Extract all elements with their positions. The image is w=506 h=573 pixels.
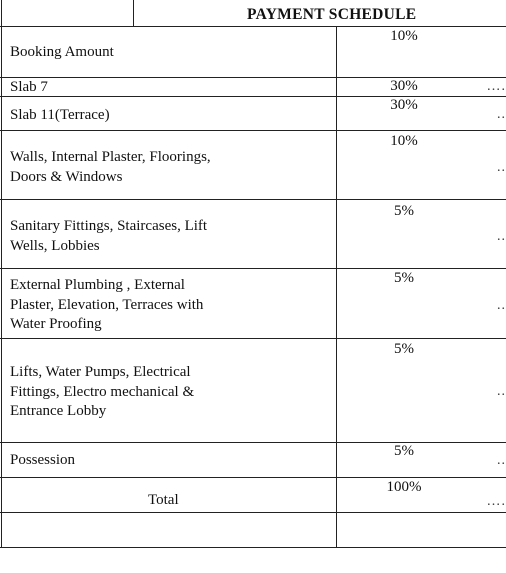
table-rule <box>0 268 506 269</box>
table-rule <box>133 0 134 27</box>
table-rule <box>0 547 506 548</box>
row-tail: .. <box>497 229 506 244</box>
total-label: Total <box>148 492 179 508</box>
row-label: Sanitary Fittings, Staircases, Lift Wells, Lobbies <box>10 218 208 254</box>
row-label: Slab 7 <box>10 79 48 95</box>
row-percent: 10% <box>390 133 418 149</box>
row-label: Possession <box>10 452 76 468</box>
table-rule <box>0 338 506 339</box>
row-label: Booking Amount <box>10 44 114 60</box>
row-percent: 5% <box>394 203 414 219</box>
table-rule <box>336 26 337 548</box>
row-label: Walls, Internal Plaster, Floorings, Doors & Windows <box>10 149 211 185</box>
row-label: Slab 11(Terrace) <box>10 107 110 123</box>
page-title: PAYMENT SCHEDULE <box>247 6 417 23</box>
row-label: External Plumbing , External Plaster, Elevation, Terraces with Water Proofing <box>10 277 204 332</box>
table-rule <box>0 26 506 27</box>
row-percent: 5% <box>394 270 414 286</box>
table-rule <box>0 130 506 131</box>
row-percent: 30% <box>390 78 418 94</box>
total-percent: 100% <box>386 479 422 495</box>
table-rule <box>1 0 2 548</box>
row-percent: 10% <box>390 28 418 44</box>
row-tail: .. <box>497 453 506 468</box>
row-percent: 5% <box>394 443 414 459</box>
row-tail: .. <box>497 298 506 313</box>
row-tail: .. <box>497 160 506 175</box>
row-tail: .. <box>497 384 506 399</box>
row-tail: …. <box>486 79 506 94</box>
row-label: Lifts, Water Pumps, Electrical Fittings, Electro mechanical & Entrance Lobby <box>10 364 195 419</box>
row-percent: 5% <box>394 341 414 357</box>
row-tail: .. <box>497 107 506 122</box>
row-tail: …. <box>486 494 506 509</box>
table-rule <box>0 477 506 478</box>
table-rule <box>0 512 506 513</box>
table-rule <box>0 199 506 200</box>
row-percent: 30% <box>390 97 418 113</box>
